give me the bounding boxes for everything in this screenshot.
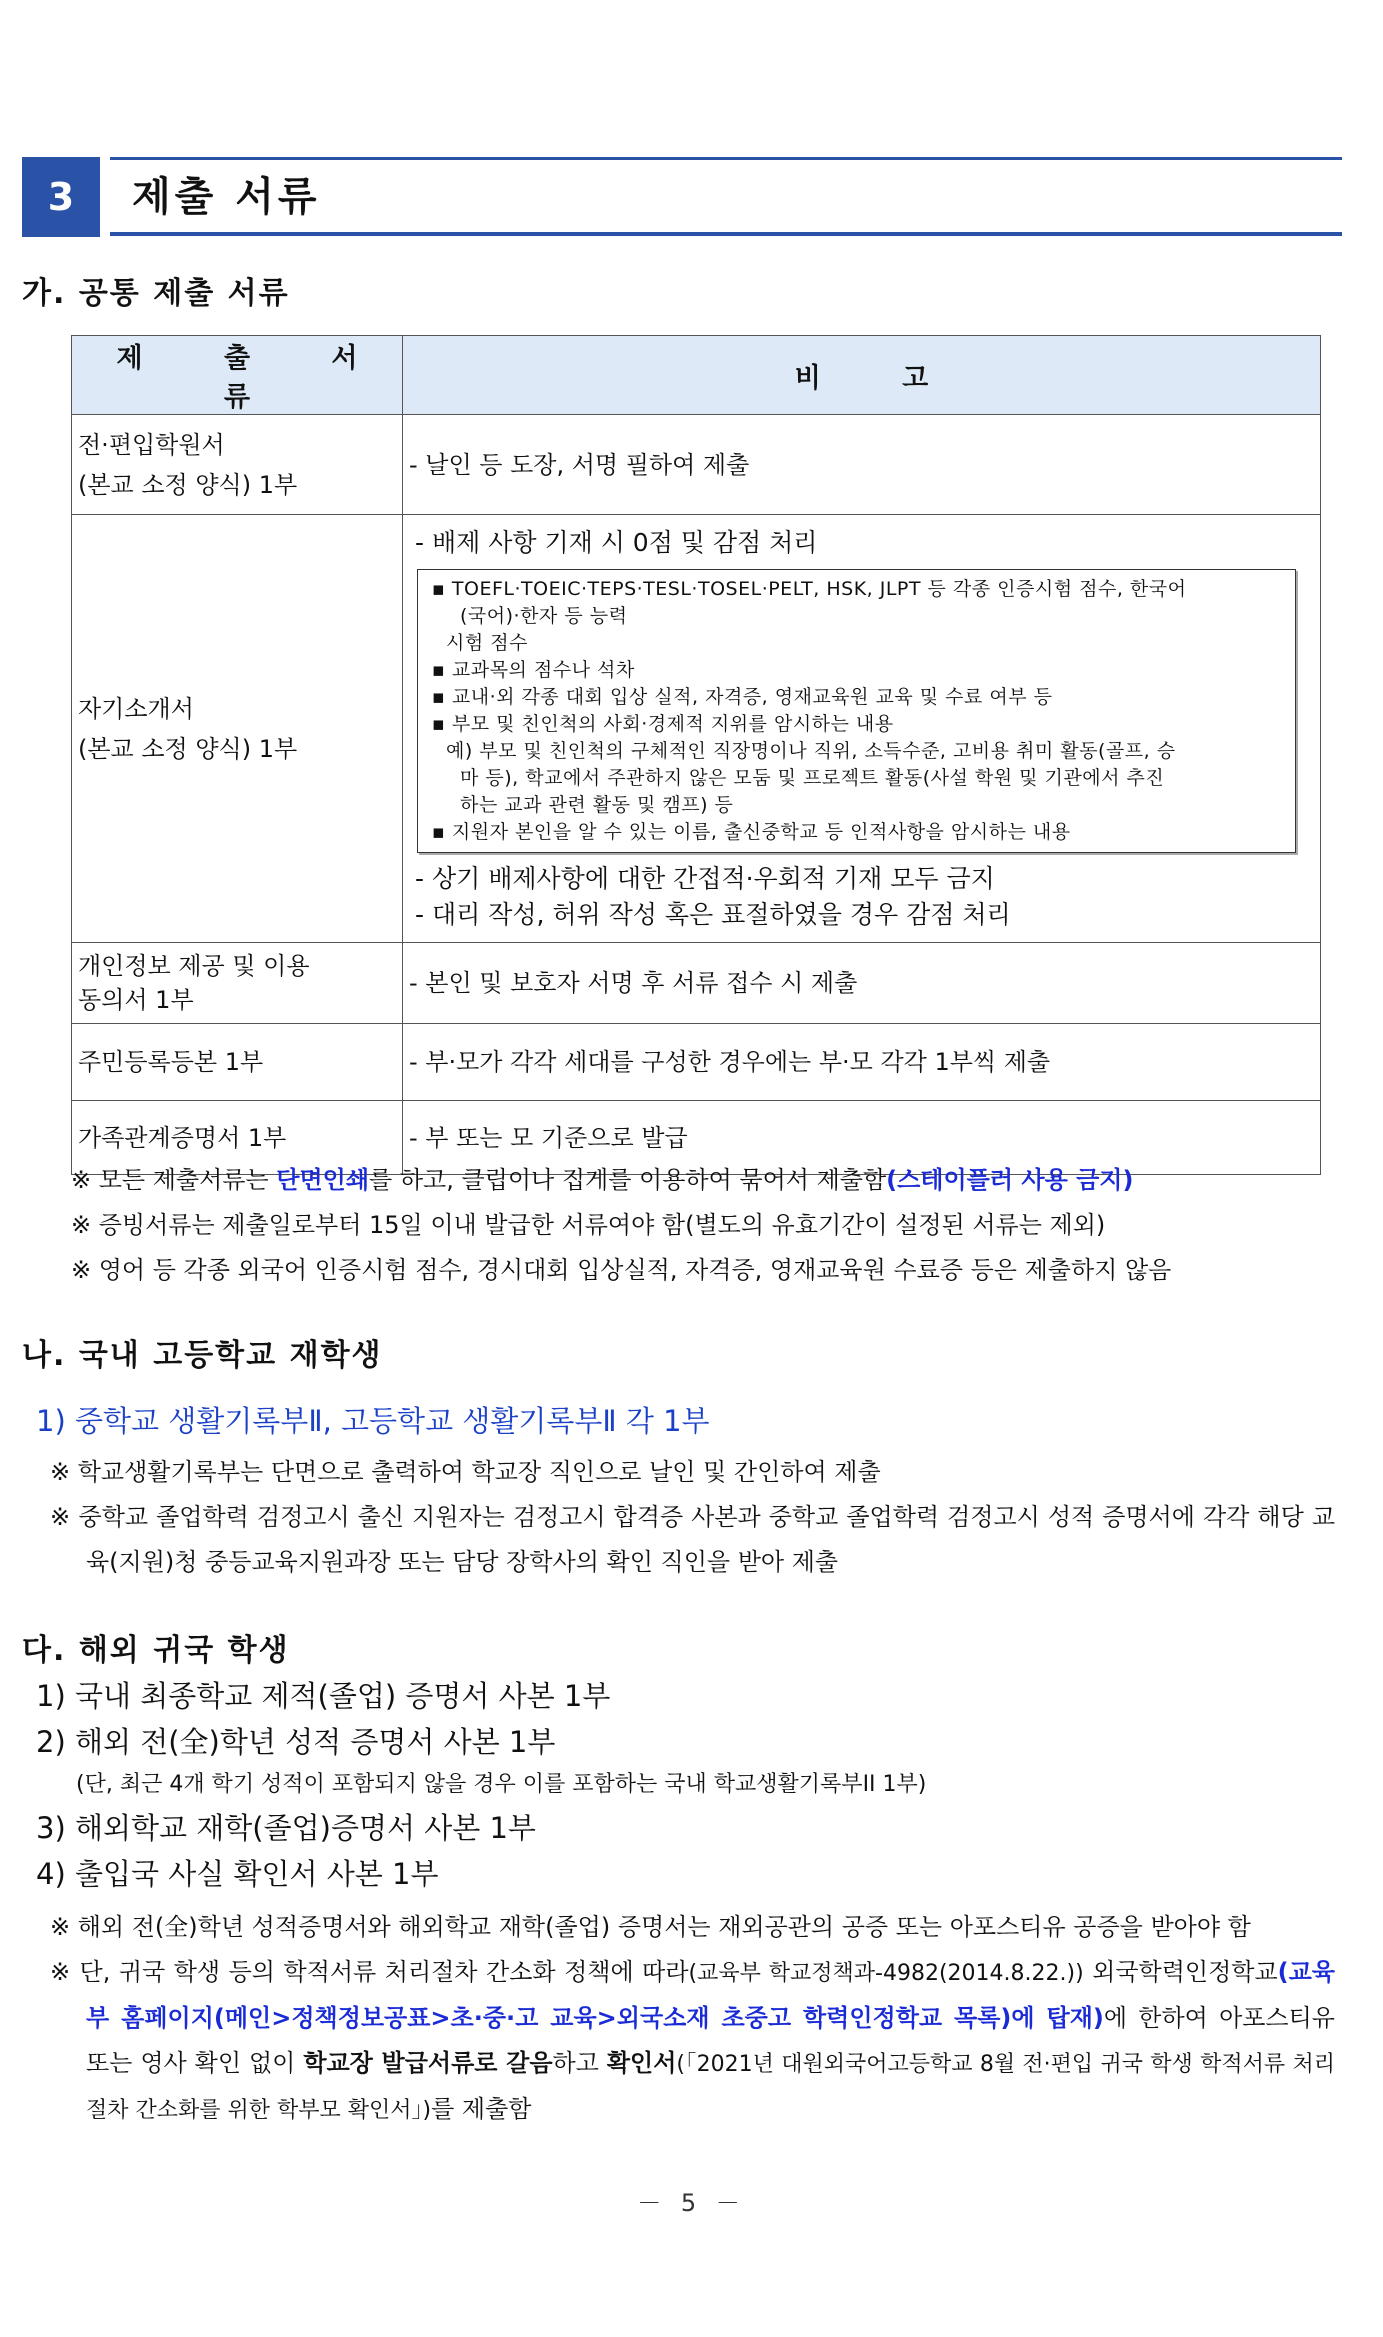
note-text: 에 한하여 아포스티유 또는 영사 확인 없이 [86, 2004, 1335, 2077]
exclusion-item-cont: 시험 점수 [446, 631, 528, 654]
exclusion-item: ▪ TOEFL·TOEIC·TEPS·TESL·TOSEL·PELT, HSK, JLPT 등 각종 인증시험 점수, 한국어 [432, 577, 1187, 600]
note-text: 를 하고, 클립이나 집게를 이용하여 묶어서 제출함 [369, 1166, 887, 1194]
note-bold: 확인서 [606, 2049, 677, 2077]
note-emphasis: (스테이플러 사용 금지) [886, 1166, 1134, 1194]
note-text: ※ 모든 제출서류는 [71, 1166, 277, 1194]
common-notes [71, 1158, 1331, 1293]
table-row [72, 415, 1321, 515]
doc-cell [72, 943, 403, 1024]
note-item: ※ 학교생활기록부는 단면으로 출력하여 학교장 직인으로 날인 및 간인하여 제출 [50, 1458, 881, 1486]
documents-table [71, 335, 1321, 1175]
doc-cell [72, 415, 403, 515]
note-text: 외국학력인정학교 [1083, 1958, 1278, 1986]
header-rule-bottom [110, 232, 1342, 236]
note-item: ※ 해외 전(全)학년 성적증명서와 해외학교 재학(졸업) 증명서는 재외공관의 공증 또는 아포스티유 공증을 받아야 함 [50, 1913, 1251, 1941]
note-item [50, 1950, 1335, 2133]
remark-cell: - 날인 등 도장, 서명 필하여 제출 [403, 415, 1321, 515]
exclusion-example-cont: 하는 교과 관련 활동 및 캠프) 등 [460, 793, 734, 816]
doc-name: 전·편입학원서 [78, 430, 225, 459]
note-citation: (「2021년 대원외국어고등학교 8월 전·편입 귀국 학생 학적서류 처리절차 간소화를 위한 학부모 확인서」) [86, 2052, 1335, 2123]
remark-bottom-2: - 대리 작성, 허위 작성 혹은 표절하였을 경우 감점 처리 [415, 899, 1011, 929]
note-text: 를 제출함 [431, 2095, 532, 2123]
note-exclusions: ※ 영어 등 각종 외국어 인증시험 점수, 경시대회 입상실적, 자격증, 영재교육원 수료증 등은 제출하지 않음 [71, 1256, 1172, 1284]
subheading-domestic: 나. 국내 고등학교 재학생 [22, 1338, 383, 1373]
doc-cell: 주민등록등본 1부 [72, 1024, 403, 1101]
page-number: － 5 － [637, 2189, 746, 2217]
exclusion-item: ▪ 교과목의 점수나 석차 [432, 658, 635, 681]
remark-cell [403, 515, 1321, 943]
note-citation: (교육부 학교정책과-4982(2014.8.22.)) [688, 1961, 1084, 1986]
list-item: 1) 국내 최종학교 제적(졸업) 증명서 사본 1부 [36, 1679, 611, 1713]
remark-cell: - 부 또는 모 기준으로 발급 [403, 1101, 1321, 1175]
list-item-note: (단, 최근 4개 학기 성적이 포함되지 않을 경우 이를 포함하는 국내 학교생활기록부II 1부) [76, 1772, 927, 1797]
header-remarks: 비 고 [403, 336, 1321, 415]
exclusion-item-cont: (국어)·한자 등 능력 [460, 604, 628, 627]
section-header [22, 157, 1342, 237]
list-item: 1) 중학교 생활기록부Ⅱ, 고등학교 생활기록부Ⅱ 각 1부 [36, 1404, 710, 1438]
list-item: 3) 해외학교 재학(졸업)증명서 사본 1부 [36, 1811, 536, 1845]
doc-name-sub: 동의서 1부 [78, 986, 194, 1014]
table-row [72, 1024, 1321, 1101]
note-emphasis: 단면인쇄 [276, 1166, 370, 1194]
table-header-row [72, 336, 1321, 415]
exclusion-item: ▪ 교내·외 각종 대회 입상 실적, 자격증, 영재교육원 교육 및 수료 여부 등 [432, 685, 1053, 708]
doc-cell [72, 515, 403, 943]
remark-cell: - 부·모가 각각 세대를 구성한 경우에는 부·모 각각 1부씩 제출 [403, 1024, 1321, 1101]
note-emphasis: (교육부 홈페이지(메인>정책정보공표>초·중·고 교육>외국소재 초중고 학력인정학교 목록)에 탑재) [86, 1958, 1335, 2032]
doc-name: 개인정보 제공 및 이용 [78, 952, 310, 980]
subheading-common: 가. 공통 제출 서류 [22, 276, 290, 311]
domestic-items [36, 1398, 1336, 1444]
remark-bottom-1: - 상기 배제사항에 대한 간접적·우회적 기재 모두 금지 [415, 863, 995, 893]
doc-name-sub: (본교 소정 양식) 1부 [78, 470, 298, 499]
table-row [72, 943, 1321, 1024]
doc-name-sub: (본교 소정 양식) 1부 [78, 734, 298, 763]
exclusion-box [417, 569, 1296, 853]
exclusion-example: 예) 부모 및 친인척의 구체적인 직장명이나 직위, 소득수준, 고비용 취미 활동(골프, 승 [446, 739, 1176, 762]
remark-top: - 배제 사항 기재 시 0점 및 감점 처리 [415, 527, 818, 557]
note-text: 하고 [552, 2049, 607, 2077]
exclusion-example-cont: 마 등), 학교에서 주관하지 않은 모둠 및 프로젝트 활동(사설 학원 및 기관에서 추진 [460, 766, 1165, 789]
list-item: 2) 해외 전(全)학년 성적 증명서 사본 1부 [36, 1725, 556, 1759]
exclusion-item: ▪ 지원자 본인을 알 수 있는 이름, 출신중학교 등 인적사항을 암시하는 내용 [432, 820, 1071, 843]
subheading-overseas: 다. 해외 귀국 학생 [22, 1633, 290, 1668]
note-bold: 학교장 발급서류로 갈음 [303, 2049, 553, 2077]
doc-name: 자기소개서 [78, 694, 194, 723]
section-number: 3 [22, 157, 100, 237]
section-title: 제출 서류 [132, 174, 321, 220]
overseas-items [36, 1673, 1336, 1897]
note-print [71, 1158, 1331, 1203]
overseas-notes [50, 1905, 1335, 2133]
doc-cell: 가족관계증명서 1부 [72, 1101, 403, 1175]
domestic-notes [50, 1450, 1335, 1585]
table-row [72, 515, 1321, 943]
note-text: ※ 단, 귀국 학생 등의 학적서류 처리절차 간소화 정책에 따라 [50, 1958, 689, 1986]
header-docs: 제 출 서 류 [72, 336, 403, 415]
remark-cell: - 본인 및 보호자 서명 후 서류 접수 시 제출 [403, 943, 1321, 1024]
note-validity: ※ 증빙서류는 제출일로부터 15일 이내 발급한 서류여야 함(별도의 유효기간이 설정된 서류는 제외) [71, 1211, 1106, 1239]
list-item: 4) 출입국 사실 확인서 사본 1부 [36, 1857, 439, 1891]
exclusion-item: ▪ 부모 및 친인척의 사회·경제적 지위를 암시하는 내용 [432, 712, 894, 735]
header-rule-top [110, 157, 1342, 160]
note-item: ※ 중학교 졸업학력 검정고시 출신 지원자는 검정고시 합격증 사본과 중학교 졸업학력 검정고시 성적 증명서에 각각 해당 교육(지원)청 중등교육지원과장 또는 담당 장학사의 확인 직인을 받아 제출 [50, 1503, 1335, 1576]
